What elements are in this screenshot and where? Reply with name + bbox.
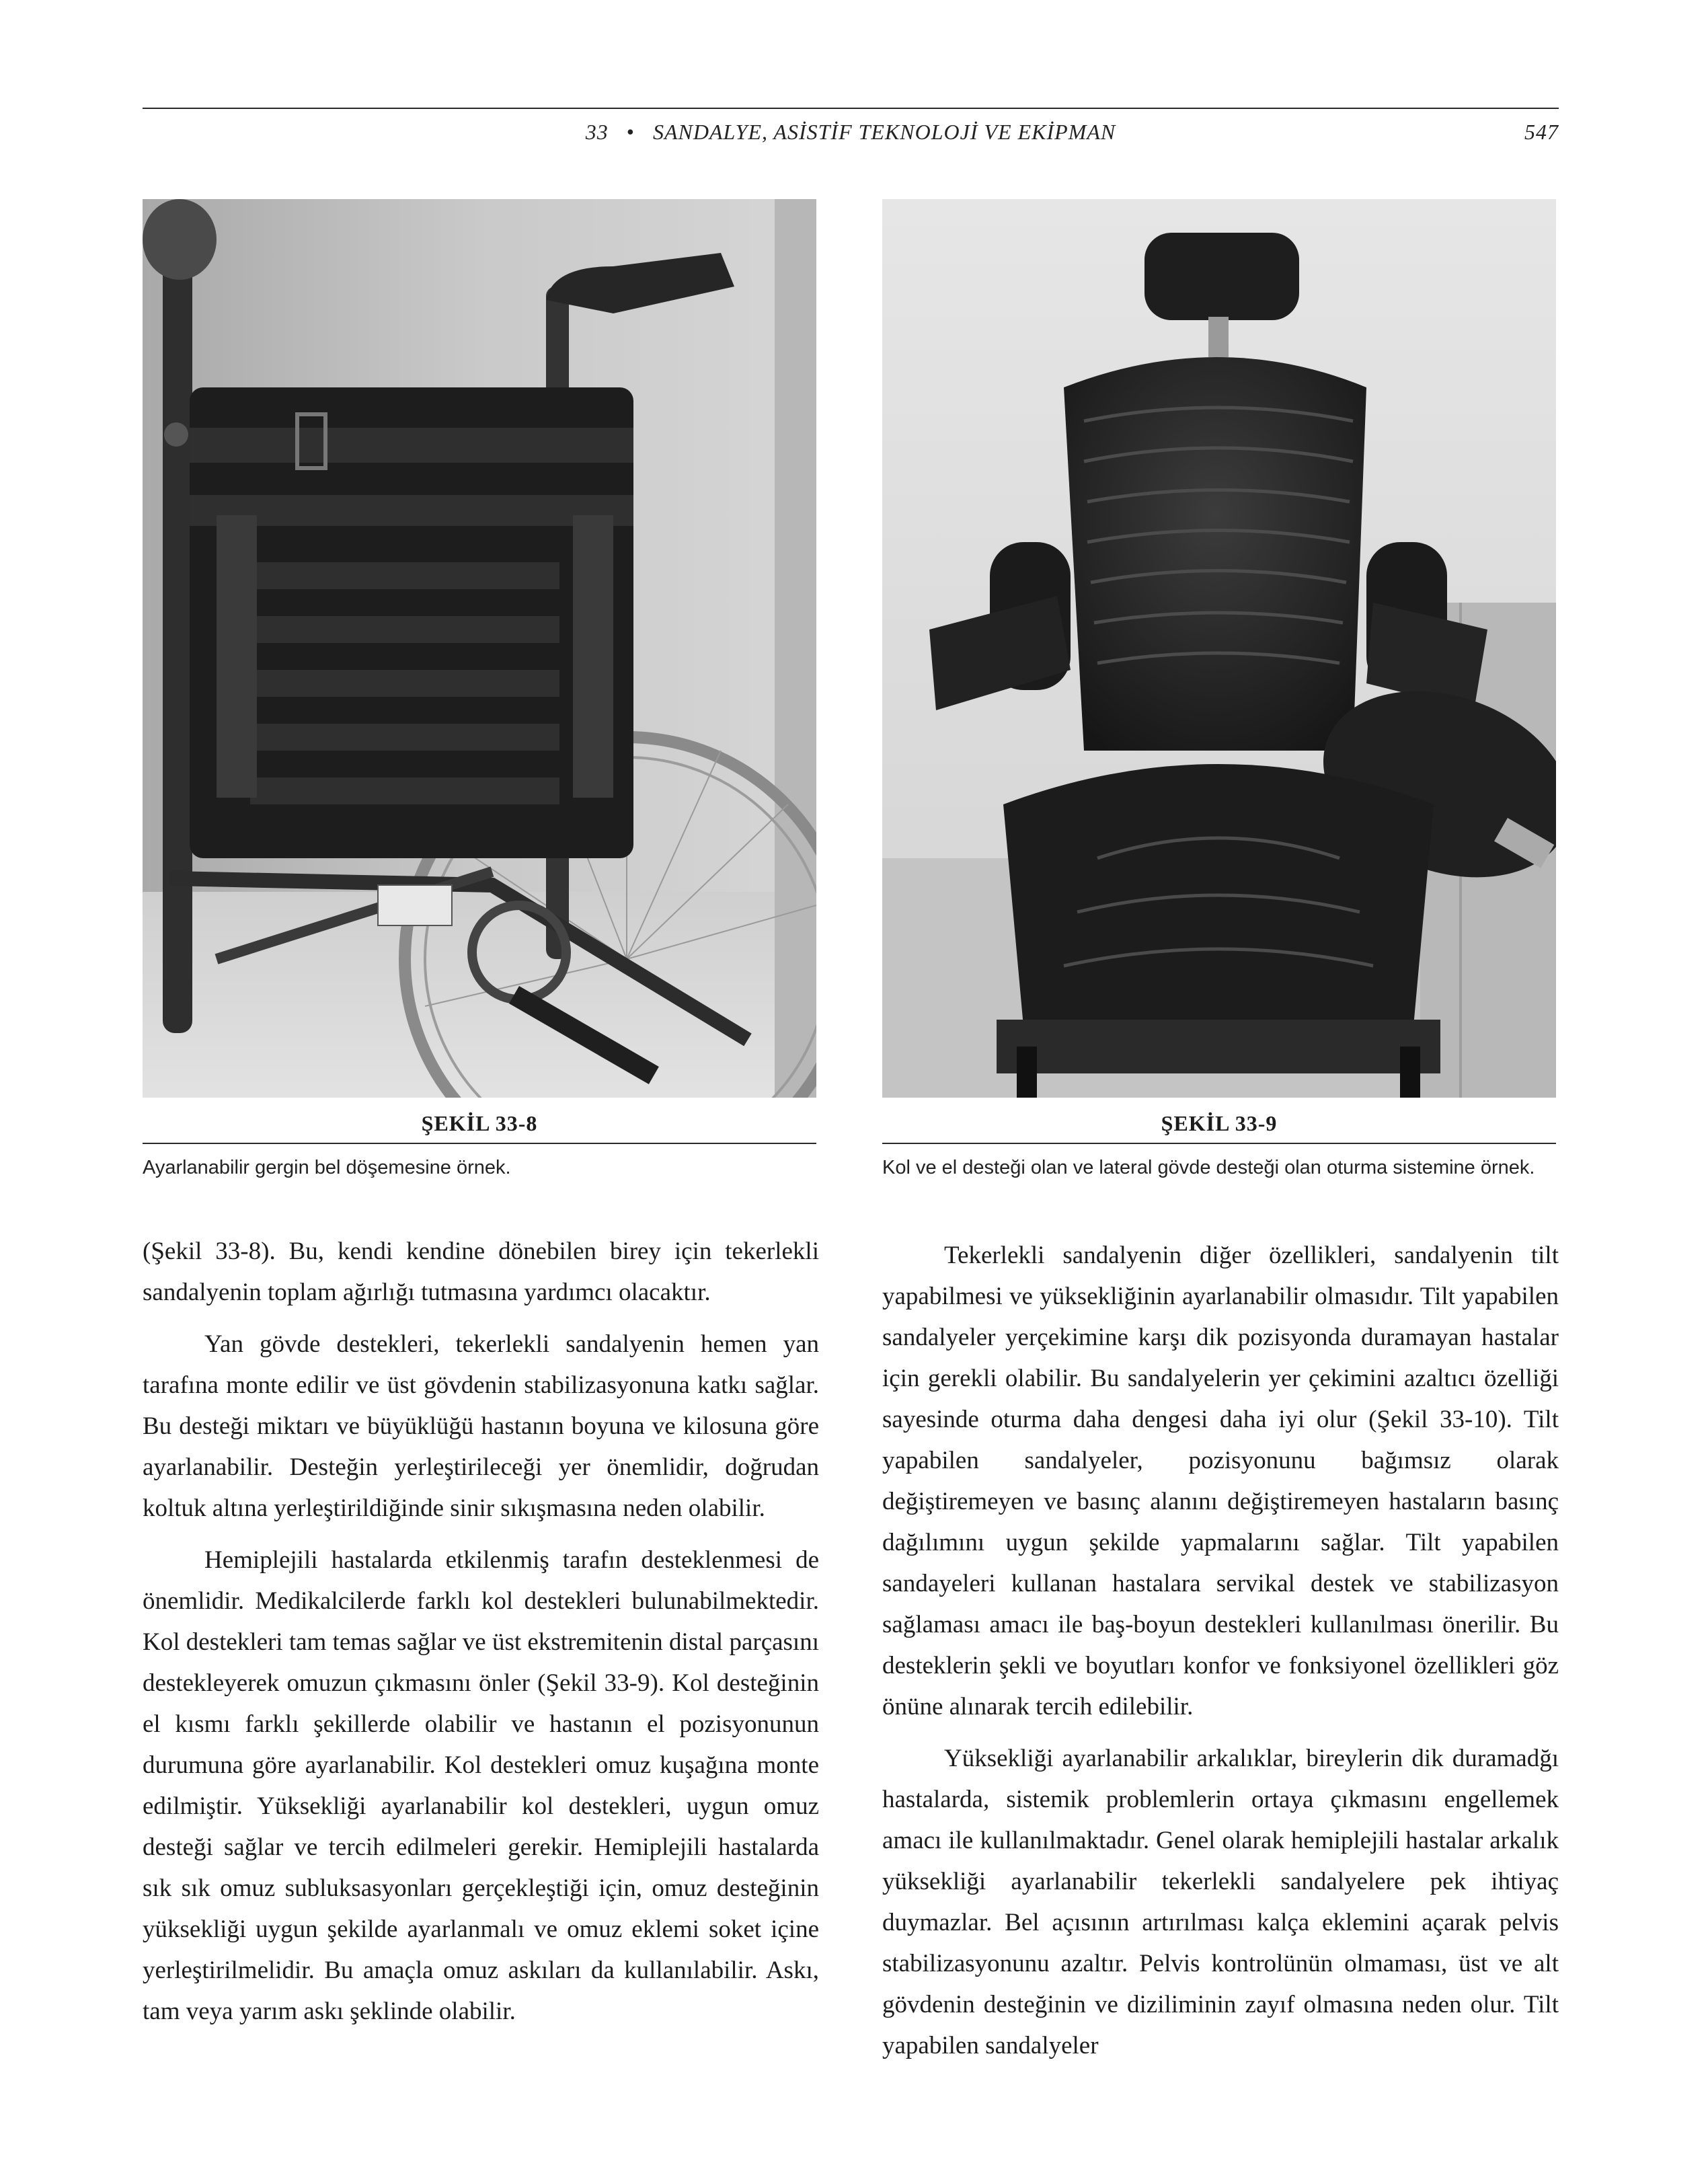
page-number: 547 (1524, 120, 1559, 144)
right-paragraph-2: Yüksekliği ayarlanabilir arkalıklar, bireylerin dik duramadğı hastalarda, sistemik problemlerin ortaya çıkmasını engellemek amacı ile kullanılmaktadır. Genel olarak hemiplejili hastalar arkalık yüksekliği ayarlanabilir tekerlekli sandalyelere pek ihtiyaç duymazlar. Bel açısının artırılması kalça eklemini açarak pelvis stabilizasyonunu azaltır. Pelvis kontrolünün olmaması, üst ve alt gövdenin desteğinin ve diziliminin zayıf olmasına neden olur. Tilt yapabilen sandalyeler (882, 1745, 1559, 2059)
left-paragraph-1: (Şekil 33-8). Bu, kendi kendine dönebilen birey için tekerlekli sandalyenin toplam ağırlığı tutmasına yardımcı olacaktır. (143, 1238, 819, 1306)
left-column (143, 1231, 819, 2043)
left-paragraph-2: Yan gövde destekleri, tekerlekli sandalyenin hemen yan tarafına monte edilir ve üst gövdenin stabilizasyonuna katkı sağlar. Bu desteği miktarı ve büyüklüğü hastanın boyuna ve kilosuna göre ayarlanabilir. Desteğin yerleştirileceği yer önemlidir, doğrudan koltuk altına yerleştirildiğinde sinir sıkışmasına neden olabilir. (143, 1330, 819, 1522)
figure-33-9 (882, 199, 1556, 1182)
figure-33-8-photo (143, 199, 816, 1098)
right-paragraph-1: Tekerlekli sandalyenin diğer özellikleri, sandalyenin tilt yapabilmesi ve yüksekliğinin ayarlanabilir olmasıdır. Tilt yapabilen sandalyeler yerçekimine karşı dik pozisyonda duramayan hastalar için gerekli olabilir. Bu sandalyelerin yer çekimini azaltıcı özelliği sayesinde oturma daha dengesi daha iyi olur (Şekil 33-10). Tilt yapabilen sandalyeler, pozisyonunu bağımsız olarak değiştiremeyen ve basınç alanını değiştiremeyen hastaların basınç dağılımını uygun şekilde yapmalarını sağlar. Tilt yapabilen sandayeleri kullanan hastalara servikal destek ve stabilizasyon sağlaması amacı ile baş-boyun destekleri kullanılması önerilir. Bu desteklerin şekli ve boyutları konfor ve fonksiyonel özellikleri göz önüne alınarak tercih edilebilir. (882, 1242, 1559, 1720)
running-head (143, 120, 1559, 149)
chapter-number: 33 (585, 120, 609, 144)
figure-33-9-caption: Kol ve el desteği olan ve lateral gövde desteği olan oturma sistemine örnek. (882, 1157, 1535, 1178)
figure-33-9-photo (882, 199, 1556, 1098)
header-rule (143, 108, 1559, 109)
chapter-title: SANDALYE, ASİSTİF TEKNOLOJİ VE EKİPMAN (652, 120, 1116, 144)
right-column (882, 1235, 1559, 2077)
figure-33-9-label: ŞEKİL 33-9 (882, 1111, 1556, 1144)
header-separator: • (626, 120, 635, 144)
left-paragraph-3: Hemiplejili hastalarda etkilenmiş tarafın desteklenmesi de önemlidir. Medikalcilerde farklı kol destekleri bulunabilmektedir. Kol destekleri tam temas sağlar ve üst ekstremitenin distal parçasını destekleyerek omuzun çıkmasını önler (Şekil 33-9). Kol desteğinin el kısmı farklı şekillerde olabilir ve hastanın el pozisyonunun durumuna göre ayarlanabilir. Kol destekleri omuz kuşağına monte edilmiştir. Yüksekliği ayarlanabilir kol destekleri, uygun omuz desteği sağlar ve tercih edilmeleri gerekir. Hemiplejili hastalarda sık sık omuz subluksasyonları gerçekleştiği için, omuz desteğinin yüksekliği uygun şekilde ayarlanmalı ve omuz eklemi soket içine yerleştirilmelidir. Bu amaçla omuz askıları da kullanılabilir. Askı, tam veya yarım askı şeklinde olabilir. (143, 1546, 819, 2025)
running-head-title (143, 120, 1559, 145)
figure-33-8-caption: Ayarlanabilir gergin bel döşemesine örnek. (143, 1157, 511, 1178)
figure-33-8-label: ŞEKİL 33-8 (143, 1111, 816, 1144)
figure-33-8 (143, 199, 816, 1182)
